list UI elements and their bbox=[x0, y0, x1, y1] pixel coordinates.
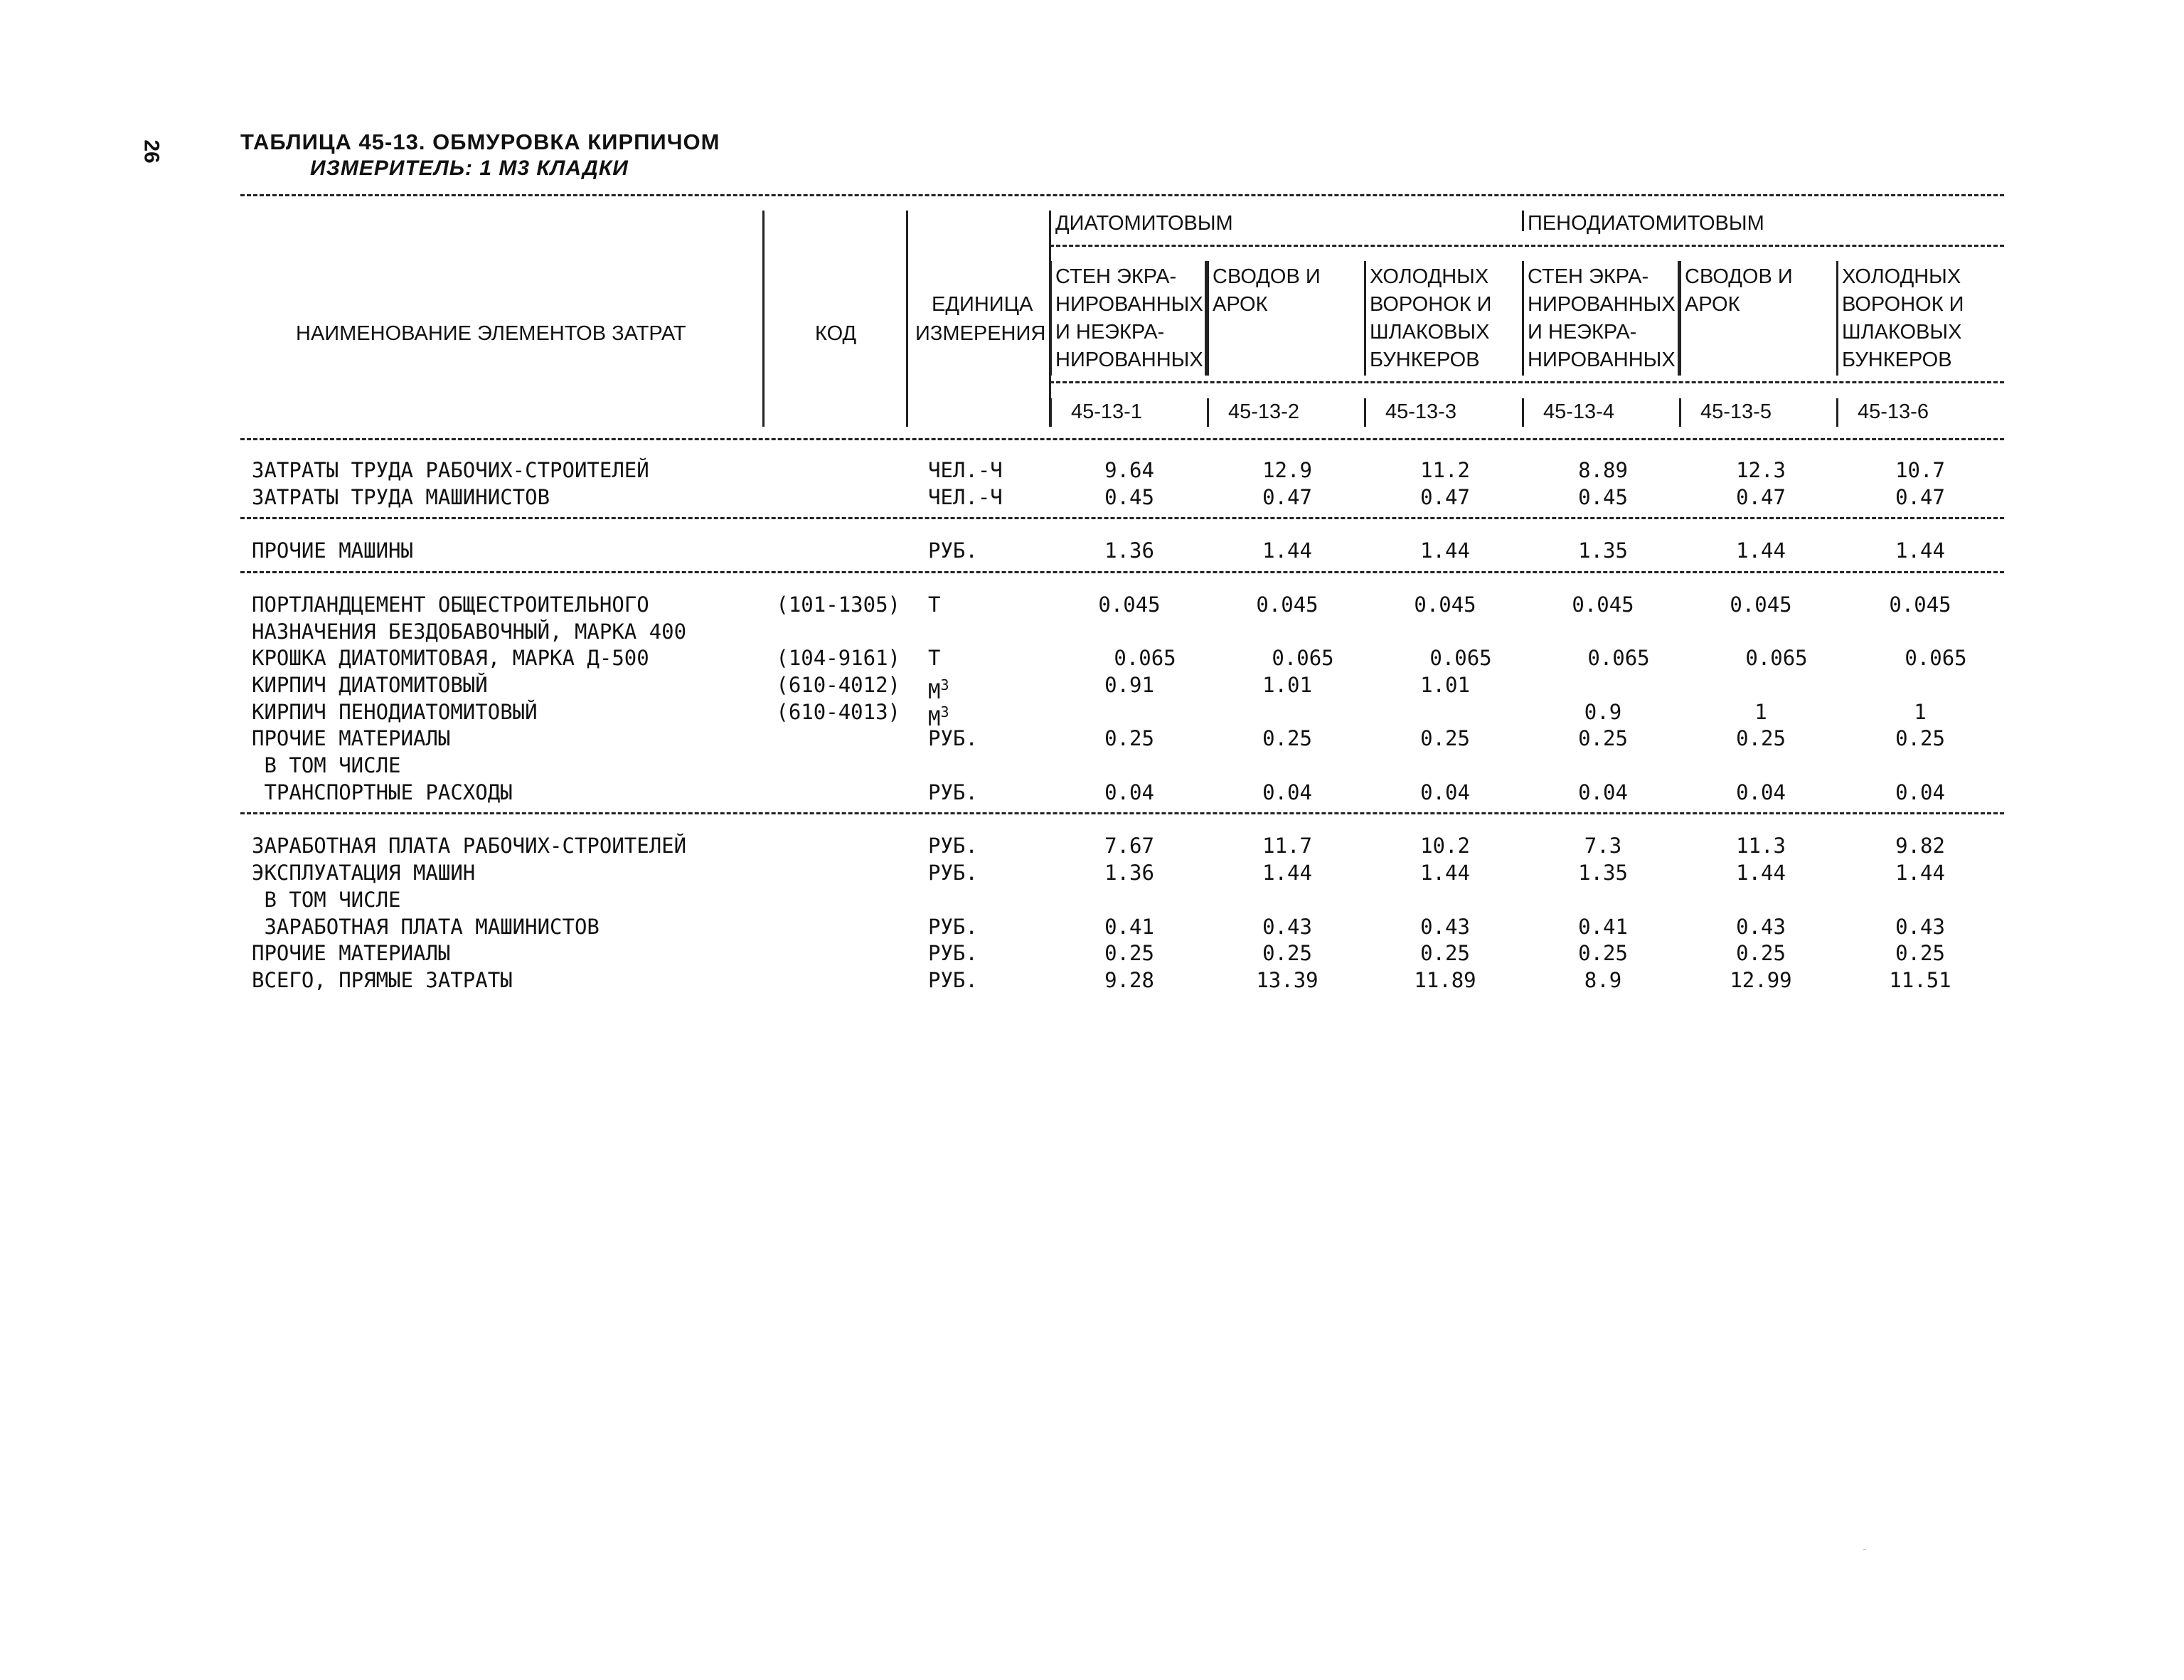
row-value: 0.47 bbox=[1262, 485, 1312, 509]
column-code: 45-13-1 bbox=[1071, 400, 1142, 423]
row-value: 8.9 bbox=[1584, 968, 1622, 992]
row-unit: РУБ. bbox=[928, 834, 978, 858]
row-value: 0.25 bbox=[1420, 726, 1470, 750]
row-value: 0.25 bbox=[1262, 726, 1312, 750]
row-name: ПРОЧИЕ МАШИНЫ bbox=[252, 538, 413, 563]
subcol-separator bbox=[1205, 261, 1207, 376]
row-value: 11.89 bbox=[1414, 968, 1476, 992]
subcol-header-line: ШЛАКОВЫХ bbox=[1370, 321, 1490, 344]
row-value: 0.04 bbox=[1736, 780, 1786, 804]
subcol-header-line: НИРОВАННЫХ bbox=[1055, 293, 1203, 316]
row-value: 0.045 bbox=[1098, 592, 1161, 617]
row-value: 0.045 bbox=[1414, 592, 1476, 617]
row-value: 13.39 bbox=[1256, 968, 1319, 992]
subcol-header-line: СВОДОВ И bbox=[1685, 265, 1793, 288]
row-value: 0.43 bbox=[1262, 915, 1312, 939]
code-separator bbox=[1522, 398, 1524, 427]
header-group-penodiatomite: ПЕНОДИАТОМИТОВЫМ bbox=[1528, 212, 1764, 235]
subcol-header-line: СТЕН ЭКРА- bbox=[1055, 265, 1177, 288]
row-unit: РУБ. bbox=[928, 726, 978, 750]
code-separator bbox=[1050, 398, 1052, 427]
row-value: 12.9 bbox=[1262, 458, 1312, 482]
subcol-header-line: АРОК bbox=[1213, 293, 1268, 316]
row-name: ЗАТРАТЫ ТРУДА МАШИНИСТОВ bbox=[252, 485, 550, 509]
code-unit-separator bbox=[906, 211, 908, 427]
column-code: 45-13-5 bbox=[1700, 400, 1772, 423]
column-code: 45-13-6 bbox=[1858, 400, 1929, 423]
row-value: 1.35 bbox=[1578, 538, 1628, 563]
row-name: КИРПИЧ ПЕНОДИАТОМИТОВЫЙ bbox=[252, 700, 538, 724]
code-separator bbox=[1207, 398, 1209, 427]
row-value: 0.47 bbox=[1420, 485, 1470, 509]
group-rule bbox=[1050, 245, 2004, 247]
row-value: 11.2 bbox=[1420, 458, 1470, 482]
row-value: 0.43 bbox=[1736, 915, 1786, 939]
row-value: 0.9 bbox=[1584, 700, 1622, 724]
row-name: ЗАРАБОТНАЯ ПЛАТА РАБОЧИХ-СТРОИТЕЛЕЙ bbox=[252, 834, 687, 858]
header-bottom-rule bbox=[240, 438, 2004, 440]
row-value: 1.44 bbox=[1736, 538, 1786, 563]
row-value: 1.44 bbox=[1895, 538, 1945, 563]
name-code-separator bbox=[762, 211, 765, 427]
row-value: 0.065 bbox=[1587, 646, 1650, 670]
row-value: 1.44 bbox=[1420, 861, 1470, 885]
row-value: 11.3 bbox=[1736, 834, 1786, 858]
subcol-header-line: БУНКЕРОВ bbox=[1842, 349, 1952, 371]
row-name: ВСЕГО, ПРЯМЫЕ ЗАТРАТЫ bbox=[252, 968, 513, 992]
row-value: 0.065 bbox=[1114, 646, 1176, 670]
subcol-header-line: НИРОВАННЫХ bbox=[1055, 349, 1203, 371]
row-value: 0.45 bbox=[1104, 485, 1154, 509]
row-name: В ТОМ ЧИСЛЕ bbox=[252, 753, 401, 777]
row-value: 0.25 bbox=[1262, 941, 1312, 965]
column-code: 45-13-4 bbox=[1543, 400, 1614, 423]
row-value: 0.04 bbox=[1895, 780, 1945, 804]
code-separator bbox=[1836, 398, 1838, 427]
row-value: 0.065 bbox=[1429, 646, 1492, 670]
row-value: 1.36 bbox=[1104, 861, 1154, 885]
unit-superscript: 3 bbox=[940, 676, 949, 693]
row-value: 0.04 bbox=[1420, 780, 1470, 804]
row-value: 0.045 bbox=[1730, 592, 1792, 617]
row-value: 1.01 bbox=[1262, 673, 1312, 697]
row-value: 0.25 bbox=[1736, 726, 1786, 750]
row-unit: $М^3$ bbox=[928, 703, 949, 730]
subcol-header-line: ХОЛОДНЫХ bbox=[1842, 265, 1961, 288]
row-code: (104-9161) bbox=[776, 646, 900, 670]
row-value: 10.7 bbox=[1895, 458, 1945, 482]
row-value: 1.44 bbox=[1895, 861, 1945, 885]
row-value: 0.045 bbox=[1889, 592, 1951, 617]
row-value: 0.25 bbox=[1578, 726, 1628, 750]
row-value: 1.44 bbox=[1262, 538, 1312, 563]
subcol-header-line: АРОК bbox=[1685, 293, 1740, 316]
subcol-separator bbox=[1836, 261, 1838, 376]
row-name: В ТОМ ЧИСЛЕ bbox=[252, 888, 401, 912]
table-title: ТАБЛИЦА 45-13. ОБМУРОВКА КИРПИЧОМ bbox=[240, 129, 720, 154]
header-top-rule bbox=[240, 194, 2004, 196]
row-value: 0.045 bbox=[1256, 592, 1319, 617]
column-code: 45-13-2 bbox=[1228, 400, 1299, 423]
row-value: 0.04 bbox=[1104, 780, 1154, 804]
row-value: 11.51 bbox=[1889, 968, 1951, 992]
subcol-header-line: И НЕЭКРА- bbox=[1528, 321, 1637, 344]
row-value: 7.67 bbox=[1104, 834, 1154, 858]
row-value: 12.3 bbox=[1736, 458, 1786, 482]
row-value: 0.43 bbox=[1420, 915, 1470, 939]
row-unit: ЧЕЛ.-Ч bbox=[928, 485, 1003, 509]
row-value: 0.25 bbox=[1895, 726, 1945, 750]
row-value: 0.065 bbox=[1905, 646, 1967, 670]
subcol-separator bbox=[1050, 261, 1052, 376]
subcol-rule bbox=[1050, 381, 2004, 383]
row-value: 0.45 bbox=[1578, 485, 1628, 509]
row-value: 0.47 bbox=[1736, 485, 1786, 509]
section-rule bbox=[240, 812, 2004, 814]
row-value: 0.045 bbox=[1572, 592, 1634, 617]
row-unit: $М^3$ bbox=[928, 676, 949, 703]
row-unit: РУБ. bbox=[928, 941, 978, 965]
row-name: ЭКСПЛУАТАЦИЯ МАШИН bbox=[252, 861, 476, 885]
row-value: 1.01 bbox=[1420, 673, 1470, 697]
row-value: 0.41 bbox=[1578, 915, 1628, 939]
column-code: 45-13-3 bbox=[1385, 400, 1456, 423]
row-unit: ЧЕЛ.-Ч bbox=[928, 458, 1003, 482]
row-value: 0.25 bbox=[1736, 941, 1786, 965]
row-name: ЗАТРАТЫ ТРУДА РАБОЧИХ-СТРОИТЕЛЕЙ bbox=[252, 458, 649, 482]
row-value: 0.47 bbox=[1895, 485, 1945, 509]
row-code: (101-1305) bbox=[776, 592, 900, 617]
group-separator bbox=[1522, 211, 1524, 231]
subcol-header-line: БУНКЕРОВ bbox=[1370, 349, 1480, 371]
scan-artifact bbox=[1863, 1549, 1866, 1550]
row-name: ПРОЧИЕ МАТЕРИАЛЫ bbox=[252, 941, 451, 965]
row-value: 10.2 bbox=[1420, 834, 1470, 858]
row-code: (610-4013) bbox=[776, 700, 900, 724]
subcol-separator bbox=[1364, 261, 1366, 376]
row-name: КИРПИЧ ДИАТОМИТОВЫЙ bbox=[252, 673, 488, 697]
header-code-col: КОД bbox=[815, 322, 857, 345]
row-unit: Т bbox=[928, 592, 941, 617]
row-value: 0.91 bbox=[1104, 673, 1154, 697]
row-value: 0.43 bbox=[1895, 915, 1945, 939]
row-value: 1 bbox=[1914, 700, 1927, 724]
row-unit: РУБ. bbox=[928, 538, 978, 563]
row-name: НАЗНАЧЕНИЯ БЕЗДОБАВОЧНЫЙ, МАРКА 400 bbox=[252, 620, 687, 644]
subcol-header-line: И НЕЭКРА- bbox=[1055, 321, 1165, 344]
row-name: ПРОЧИЕ МАТЕРИАЛЫ bbox=[252, 726, 451, 750]
row-unit: РУБ. bbox=[928, 861, 978, 885]
row-value: 0.25 bbox=[1895, 941, 1945, 965]
row-value: 0.25 bbox=[1104, 726, 1154, 750]
subcol-header-line: ШЛАКОВЫХ bbox=[1842, 321, 1962, 344]
row-value: 0.04 bbox=[1578, 780, 1628, 804]
table-subtitle: ИЗМЕРИТЕЛЬ: 1 М3 КЛАДКИ bbox=[310, 156, 629, 180]
row-value: 0.41 bbox=[1104, 915, 1154, 939]
row-value: 1.35 bbox=[1578, 861, 1628, 885]
row-value: 11.7 bbox=[1262, 834, 1312, 858]
row-value: 9.28 bbox=[1104, 968, 1154, 992]
row-value: 9.64 bbox=[1104, 458, 1154, 482]
subcol-header-line: НИРОВАННЫХ bbox=[1528, 349, 1676, 371]
row-value: 0.25 bbox=[1420, 941, 1470, 965]
subcol-separator bbox=[1522, 261, 1524, 376]
row-value: 1.44 bbox=[1736, 861, 1786, 885]
unit-superscript: 3 bbox=[940, 703, 949, 721]
row-unit: Т bbox=[928, 646, 941, 670]
row-unit: РУБ. bbox=[928, 915, 978, 939]
subcol-separator bbox=[1207, 261, 1209, 376]
row-value: 0.065 bbox=[1745, 646, 1808, 670]
section-rule bbox=[240, 571, 2004, 573]
row-value: 0.25 bbox=[1578, 941, 1628, 965]
header-unit-col-1: ЕДИНИЦА bbox=[932, 293, 1033, 316]
row-value: 1.44 bbox=[1420, 538, 1470, 563]
code-separator bbox=[1679, 398, 1681, 427]
subcol-header-line: ХОЛОДНЫХ bbox=[1370, 265, 1489, 288]
page-number: 26 bbox=[139, 139, 164, 164]
row-value: 12.99 bbox=[1730, 968, 1792, 992]
row-name: ПОРТЛАНДЦЕМЕНТ ОБЩЕСТРОИТЕЛЬНОГО bbox=[252, 592, 649, 617]
code-separator bbox=[1364, 398, 1366, 427]
header-group-diatomite: ДИАТОМИТОВЫМ bbox=[1055, 212, 1233, 235]
row-value: 0.065 bbox=[1272, 646, 1334, 670]
row-value: 9.82 bbox=[1895, 834, 1945, 858]
row-value: 0.25 bbox=[1104, 941, 1154, 965]
subcol-header-line: СВОДОВ И bbox=[1213, 265, 1321, 288]
subcol-separator bbox=[1678, 261, 1680, 376]
row-value: 8.89 bbox=[1578, 458, 1628, 482]
row-value: 1.44 bbox=[1262, 861, 1312, 885]
subcol-header-line: СТЕН ЭКРА- bbox=[1528, 265, 1649, 288]
row-unit: РУБ. bbox=[928, 780, 978, 804]
row-code: (610-4012) bbox=[776, 673, 900, 697]
header-name-col: НАИМЕНОВАНИЕ ЭЛЕМЕНТОВ ЗАТРАТ bbox=[296, 322, 686, 345]
row-value: 7.3 bbox=[1584, 834, 1622, 858]
header-unit-col-2: ИЗМЕРЕНИЯ bbox=[915, 322, 1046, 345]
row-value: 1 bbox=[1754, 700, 1767, 724]
row-value: 1.36 bbox=[1104, 538, 1154, 563]
row-name: ТРАНСПОРТНЫЕ РАСХОДЫ bbox=[252, 780, 513, 804]
row-value: 0.04 bbox=[1262, 780, 1312, 804]
subcol-header-line: ВОРОНОК И bbox=[1370, 293, 1492, 316]
subcol-header-line: ВОРОНОК И bbox=[1842, 293, 1964, 316]
row-unit: РУБ. bbox=[928, 968, 978, 992]
row-name: КРОШКА ДИАТОМИТОВАЯ, МАРКА Д-500 bbox=[252, 646, 649, 670]
subcol-header-line: НИРОВАННЫХ bbox=[1528, 293, 1676, 316]
row-name: ЗАРАБОТНАЯ ПЛАТА МАШИНИСТОВ bbox=[252, 915, 600, 939]
section-rule bbox=[240, 517, 2004, 519]
